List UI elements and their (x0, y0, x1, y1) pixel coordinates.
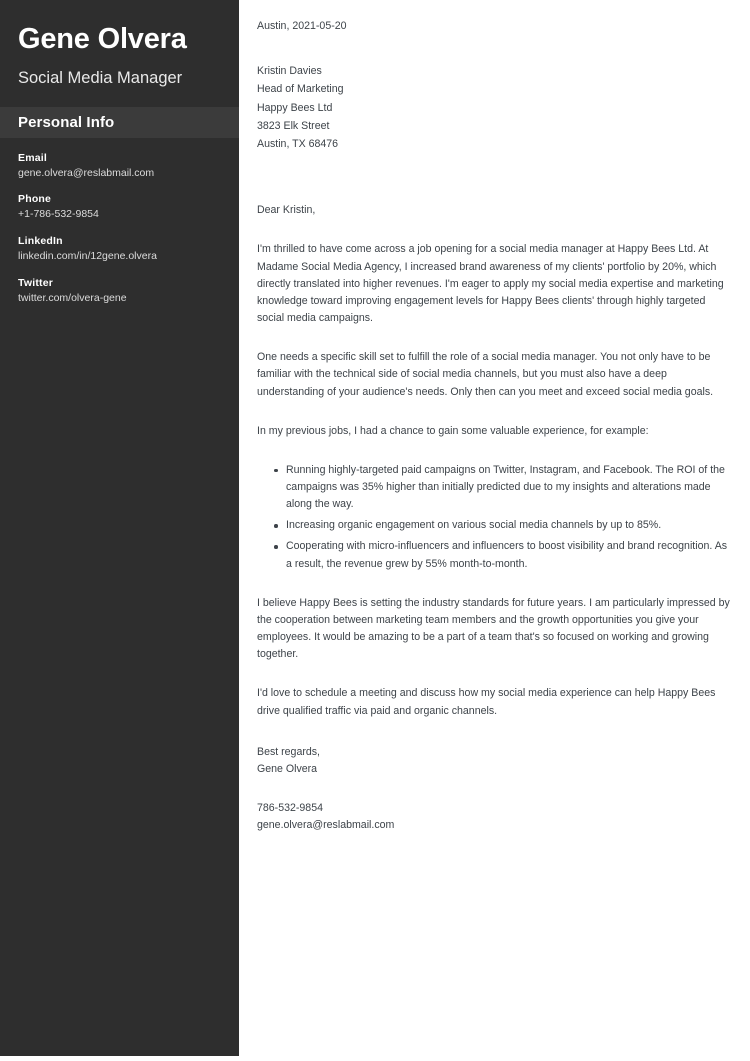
signoff-block (257, 744, 733, 779)
paragraph-2: One needs a specific skill set to fulfill the role of a social media manager. You not only have to be familiar with the technical side of social media channels, but you must also have a deep understanding of your audience's needs. Only then can you meet and exceed social media goals. (257, 351, 714, 398)
contact-list (0, 138, 239, 306)
signature-contact-block (257, 800, 733, 835)
recipient-city-state-zip: Austin, TX 68476 (257, 138, 339, 151)
list-item: Increasing organic engagement on various social media channels by up to 85%. (274, 517, 733, 534)
paragraph-5: I'd love to schedule a meeting and discuss how my social media experience can help Happy Bees drive qualified traffic via paid and organic channels. (257, 687, 716, 717)
recipient-title: Head of Marketing (257, 83, 344, 96)
paragraph-4: I believe Happy Bees is setting the industry standards for future years. I am particularly impressed by the cooperation between marketing team members and the growth opportunities you give your employees. It would be amazing to be a part of a team that's so focused on working and growing together. (257, 596, 730, 661)
contact-label-email: Email (18, 151, 48, 164)
list-item: Running highly-targeted paid campaigns on Twitter, Instagram, and Facebook. The ROI of the campaigns was 35% higher than initially predicted due to my insights and alterations made along the way. (274, 462, 733, 513)
name-block (0, 0, 239, 89)
signature-name: Gene Olvera (257, 763, 318, 776)
contact-value-phone[interactable]: +1-786-532-9854 (18, 208, 99, 221)
letter-date: Austin, 2021-05-20 (257, 20, 347, 32)
contact-value-email[interactable]: gene.olvera@reslabmail.com (18, 166, 155, 179)
personal-info-title: Personal Info (18, 113, 115, 131)
salutation: Dear Kristin, (257, 204, 316, 217)
contact-item-twitter (18, 277, 221, 306)
sidebar (0, 0, 239, 1056)
recipient-street: 3823 Elk Street (257, 119, 330, 132)
recipient-company: Happy Bees Ltd (257, 101, 333, 114)
personal-info-section-header (0, 107, 239, 138)
recipient-address-block (257, 62, 733, 153)
letter-body (257, 0, 733, 1061)
contact-item-email (18, 152, 221, 181)
closing-line: Best regards, (257, 745, 321, 758)
list-item: Cooperating with micro-influencers and influencers to boost visibility and brand recognition. As a result, the revenue grew by 55% month-to-month. (274, 538, 733, 572)
signature-phone[interactable]: 786-532-9854 (257, 801, 323, 814)
contact-label-phone: Phone (18, 193, 52, 206)
contact-label-twitter: Twitter (18, 276, 54, 289)
contact-value-twitter[interactable]: twitter.com/olvera-gene (18, 291, 127, 304)
contact-value-linkedin[interactable]: linkedin.com/in/12gene.olvera (18, 249, 157, 262)
recipient-name: Kristin Davies (257, 65, 322, 78)
contact-item-linkedin (18, 235, 221, 264)
contact-label-linkedin: LinkedIn (18, 234, 63, 247)
applicant-name: Gene Olvera (18, 23, 187, 55)
paragraph-3: In my previous jobs, I had a chance to gain some valuable experience, for example: (257, 424, 649, 437)
applicant-job-title: Social Media Manager (18, 68, 183, 87)
achievements-list (257, 462, 733, 573)
paragraph-1: I'm thrilled to have come across a job opening for a social media manager at Happy Bees Ltd. At Madame Social Media Agency, I increased brand awareness of my clients' portfolio by 20%, which directly translated into higher revenues. I'm eager to apply my social media expertise and marketing knowledge toward improving engagement levels for Happy Bees clients' through highly targeted social media campaigns. (257, 243, 724, 325)
contact-item-phone (18, 193, 221, 222)
signature-email[interactable]: gene.olvera@reslabmail.com (257, 819, 395, 832)
